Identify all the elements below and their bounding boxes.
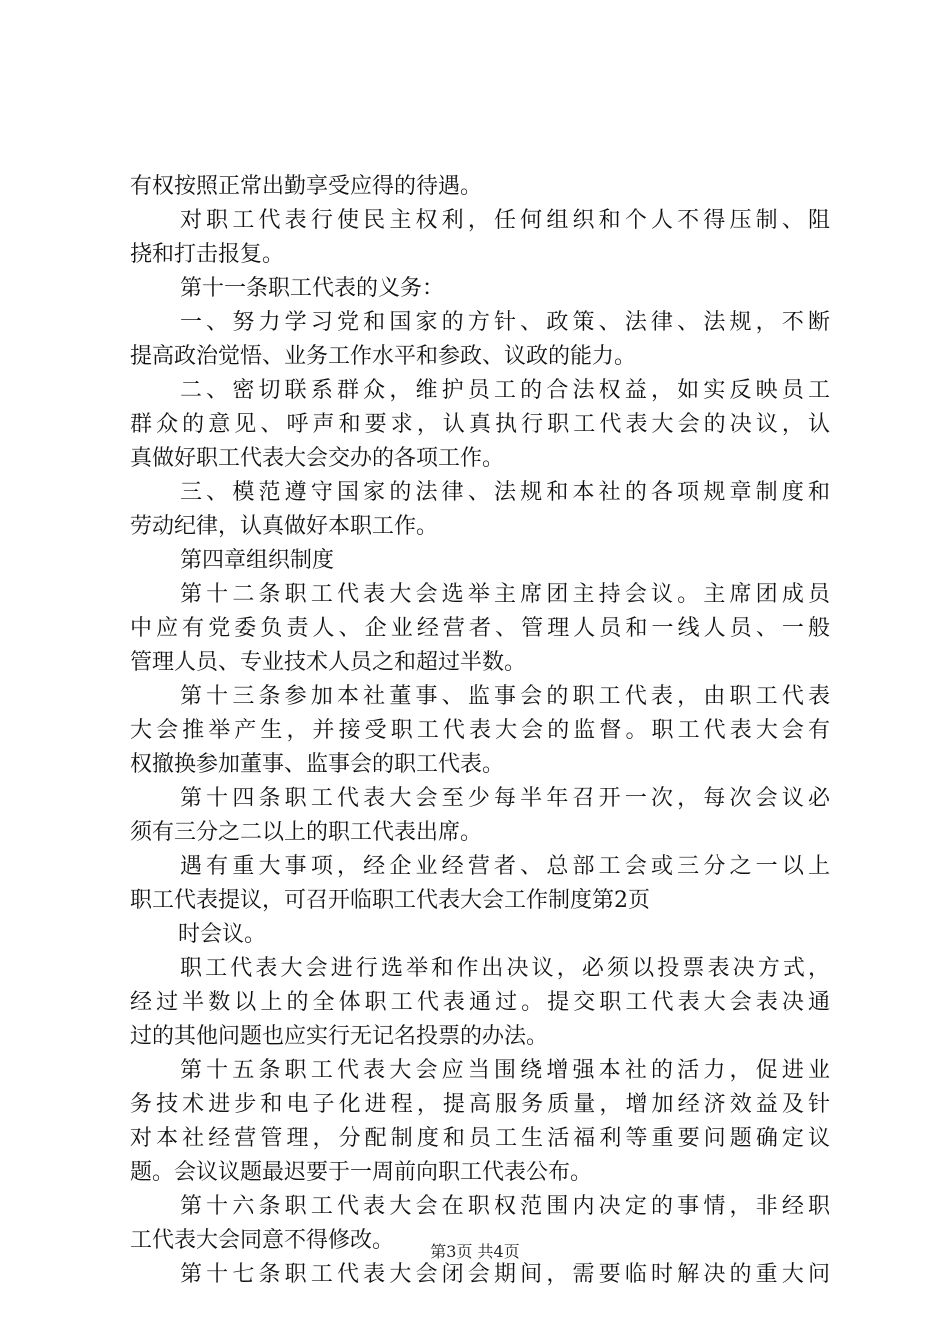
text-line: 第十四条职工代表大会至少每半年召开一次，每次会议必 bbox=[180, 786, 830, 811]
text-line: 第十二条职工代表大会选举主席团主持会议。主席团成员 bbox=[180, 582, 830, 607]
document-body bbox=[130, 170, 830, 1292]
text-line: 中应有党委负责人、企业经营者、管理人员和一线人员、一般 bbox=[130, 616, 830, 641]
text-line: 职工代表大会进行选举和作出决议，必须以投票表决方式， bbox=[180, 956, 830, 981]
text-line: 有权按照正常出勤享受应得的待遇。 bbox=[130, 174, 483, 199]
text-line: 大会推举产生，并接受职工代表大会的监督。职工代表大会有 bbox=[130, 718, 830, 743]
text-line: 工代表大会同意不得修改。 bbox=[130, 1228, 395, 1253]
text-line: 题。会议议题最迟要于一周前向职工代表公布。 bbox=[130, 1160, 593, 1185]
text-line: 一、努力学习党和国家的方针、政策、法律、法规，不断 bbox=[180, 310, 830, 335]
text-line: 对本社经营管理，分配制度和员工生活福利等重要问题确定议 bbox=[130, 1126, 830, 1151]
text-line: 第四章组织制度 bbox=[180, 548, 335, 573]
text-line: 真做好职工代表大会交办的各项工作。 bbox=[130, 446, 505, 471]
text-line: 遇有重大事项，经企业经营者、总部工会或三分之一以上 bbox=[180, 854, 830, 879]
text-line: 第十五条职工代表大会应当围绕增强本社的活力，促进业 bbox=[180, 1058, 830, 1083]
text-line: 提高政治觉悟、业务工作水平和参政、议政的能力。 bbox=[130, 344, 637, 369]
text-line: 劳动纪律，认真做好本职工作。 bbox=[130, 514, 439, 539]
text-line: 对职工代表行使民主权利，任何组织和个人不得压制、阻 bbox=[180, 208, 830, 233]
text-line: 第十一条职工代表的义务： bbox=[180, 276, 445, 301]
text-line: 群众的意见、呼声和要求，认真执行职工代表大会的决议，认 bbox=[130, 412, 830, 437]
text-line: 过的其他问题也应实行无记名投票的办法。 bbox=[130, 1024, 549, 1049]
text-line: 时会议。 bbox=[178, 922, 267, 947]
text-line: 职工代表提议，可召开临职工代表大会工作制度第2页 bbox=[130, 888, 650, 913]
text-line: 务技术进步和电子化进程，提高服务质量，增加经济效益及针 bbox=[130, 1092, 830, 1117]
page-footer: 第3页 共4页 bbox=[430, 1242, 520, 1261]
text-line: 经过半数以上的全体职工代表通过。提交职工代表大会表决通 bbox=[130, 990, 830, 1015]
text-line: 第十三条参加本社董事、监事会的职工代表，由职工代表 bbox=[180, 684, 830, 709]
text-line: 二、密切联系群众，维护员工的合法权益，如实反映员工 bbox=[180, 378, 830, 403]
text-line: 挠和打击报复。 bbox=[130, 242, 285, 267]
text-line: 管理人员、专业技术人员之和超过半数。 bbox=[130, 650, 527, 675]
text-line: 权撤换参加董事、监事会的职工代表。 bbox=[130, 752, 505, 777]
text-line: 第十七条职工代表大会闭会期间，需要临时解决的重大问 bbox=[180, 1262, 830, 1287]
text-line: 须有三分之二以上的职工代表出席。 bbox=[130, 820, 483, 845]
text-line: 第十六条职工代表大会在职权范围内决定的事情，非经职 bbox=[180, 1194, 830, 1219]
text-line: 三、模范遵守国家的法律、法规和本社的各项规章制度和 bbox=[180, 480, 830, 505]
